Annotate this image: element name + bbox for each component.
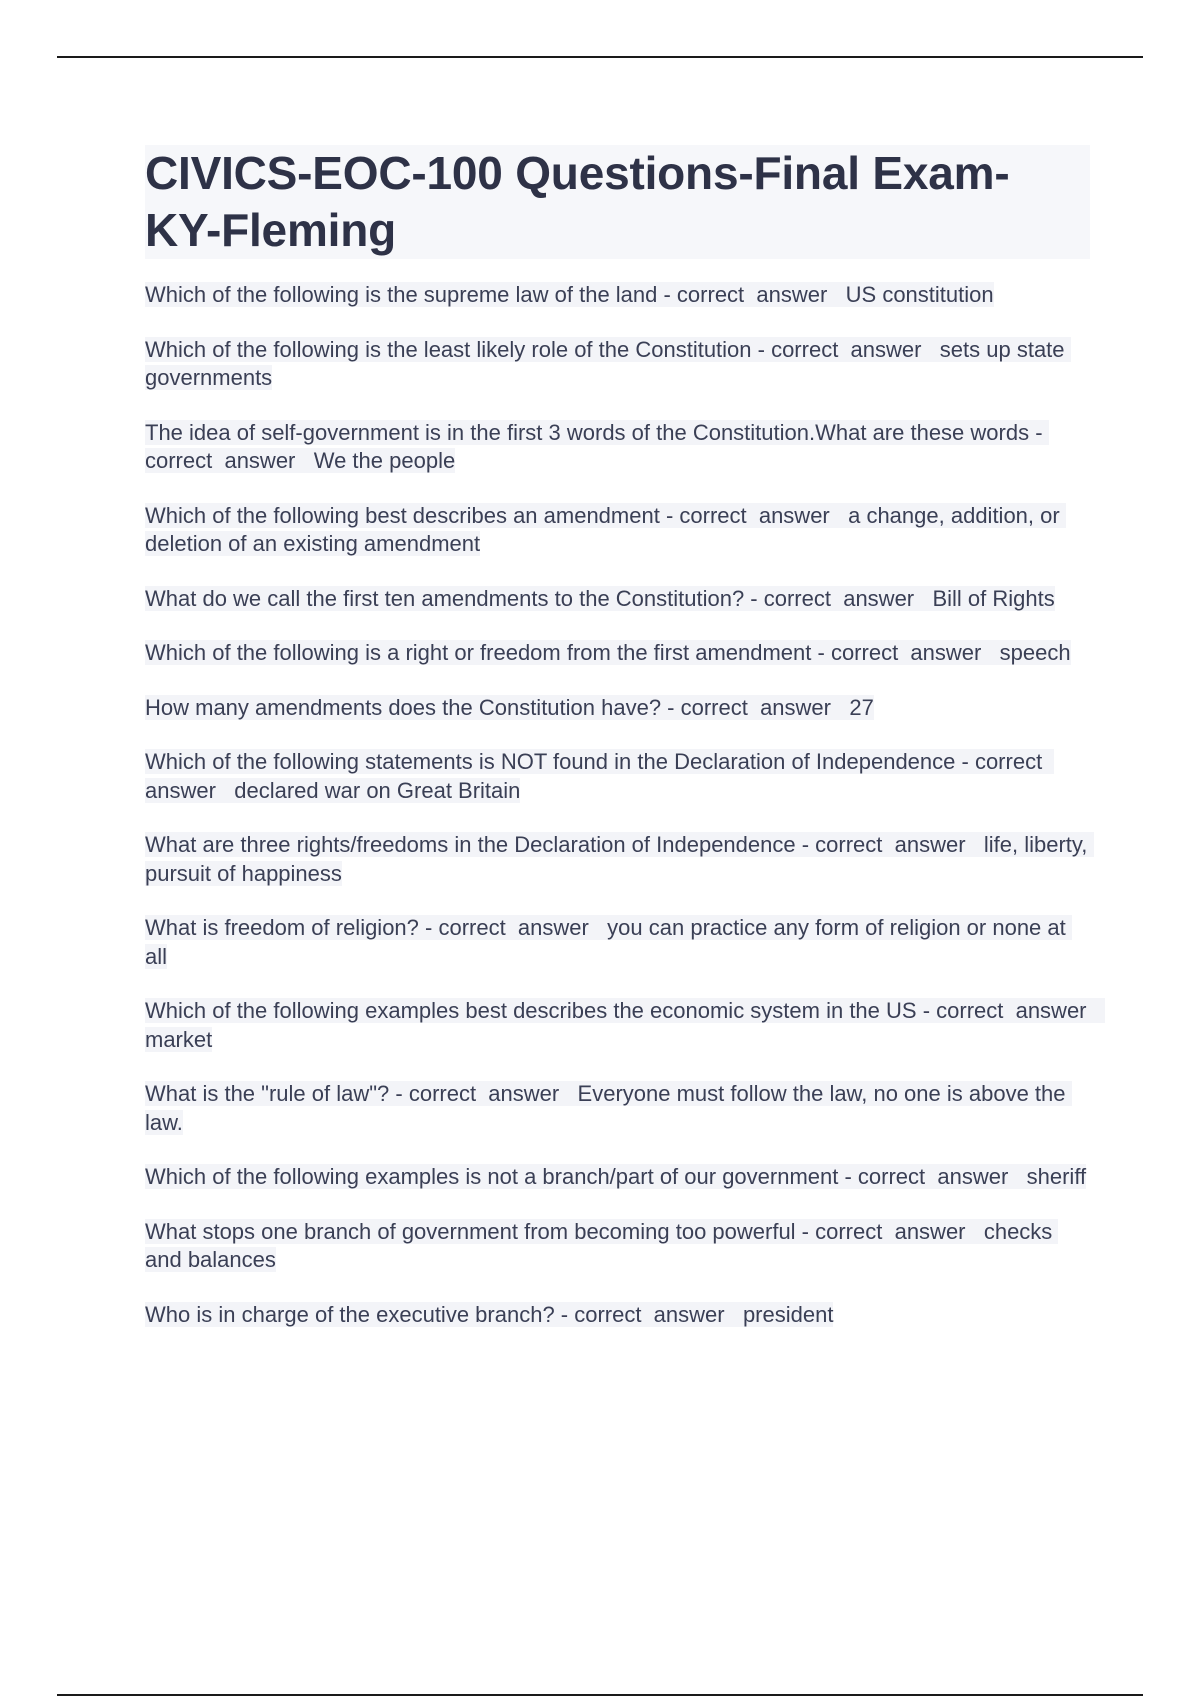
qa-item: Which of the following statements is NOT found in the Declaration of Independence - correct answer declared war on Great Britain	[145, 749, 1055, 803]
header-rule	[57, 56, 1143, 58]
qa-item: What is the "rule of law"? - correct answer Everyone must follow the law, no one is above the law.	[145, 1081, 1072, 1135]
qa-item: Which of the following is the supreme law of the land - correct answer US constitution	[145, 282, 994, 307]
footer-rule	[57, 1694, 1143, 1696]
qa-item: Which of the following best describes an amendment - correct answer a change, addition, or deletion of an existing amendment	[145, 502, 1066, 556]
qa-item: What do we call the first ten amendments to the Constitution? - correct answer Bill of Rights	[145, 585, 1055, 611]
qa-item: What stops one branch of government from becoming too powerful - correct answer checks and balances	[145, 1218, 1059, 1272]
qa-item: Which of the following is the least likely role of the Constitution - correct answer sets up state governments	[145, 336, 1071, 390]
qa-item: Which of the following examples is not a branch/part of our government - correct answer sheriff	[145, 1164, 1087, 1189]
qa-item: Which of the following examples best describes the economic system in the US - correct answer market	[145, 998, 1105, 1052]
qa-item: Which of the following is a right or freedom from the first amendment - correct answer speech	[145, 640, 1071, 665]
document-body	[145, 145, 1105, 1355]
qa-item: The idea of self-government is in the first 3 words of the Constitution.What are these words - correct answer We the people	[145, 419, 1049, 473]
document-title: CIVICS-EOC-100 Questions-Final Exam-KY-Fleming	[145, 145, 1090, 259]
qa-item: What are three rights/freedoms in the Declaration of Independence - correct answer life, liberty, pursuit of happiness	[145, 832, 1094, 886]
qa-item: What is freedom of religion? - correct answer you can practice any form of religion or none at all	[145, 915, 1072, 969]
qa-list	[145, 281, 1105, 1329]
qa-item: How many amendments does the Constitution have? - correct answer 27	[145, 694, 874, 720]
qa-item: Who is in charge of the executive branch? - correct answer president	[145, 1301, 834, 1327]
